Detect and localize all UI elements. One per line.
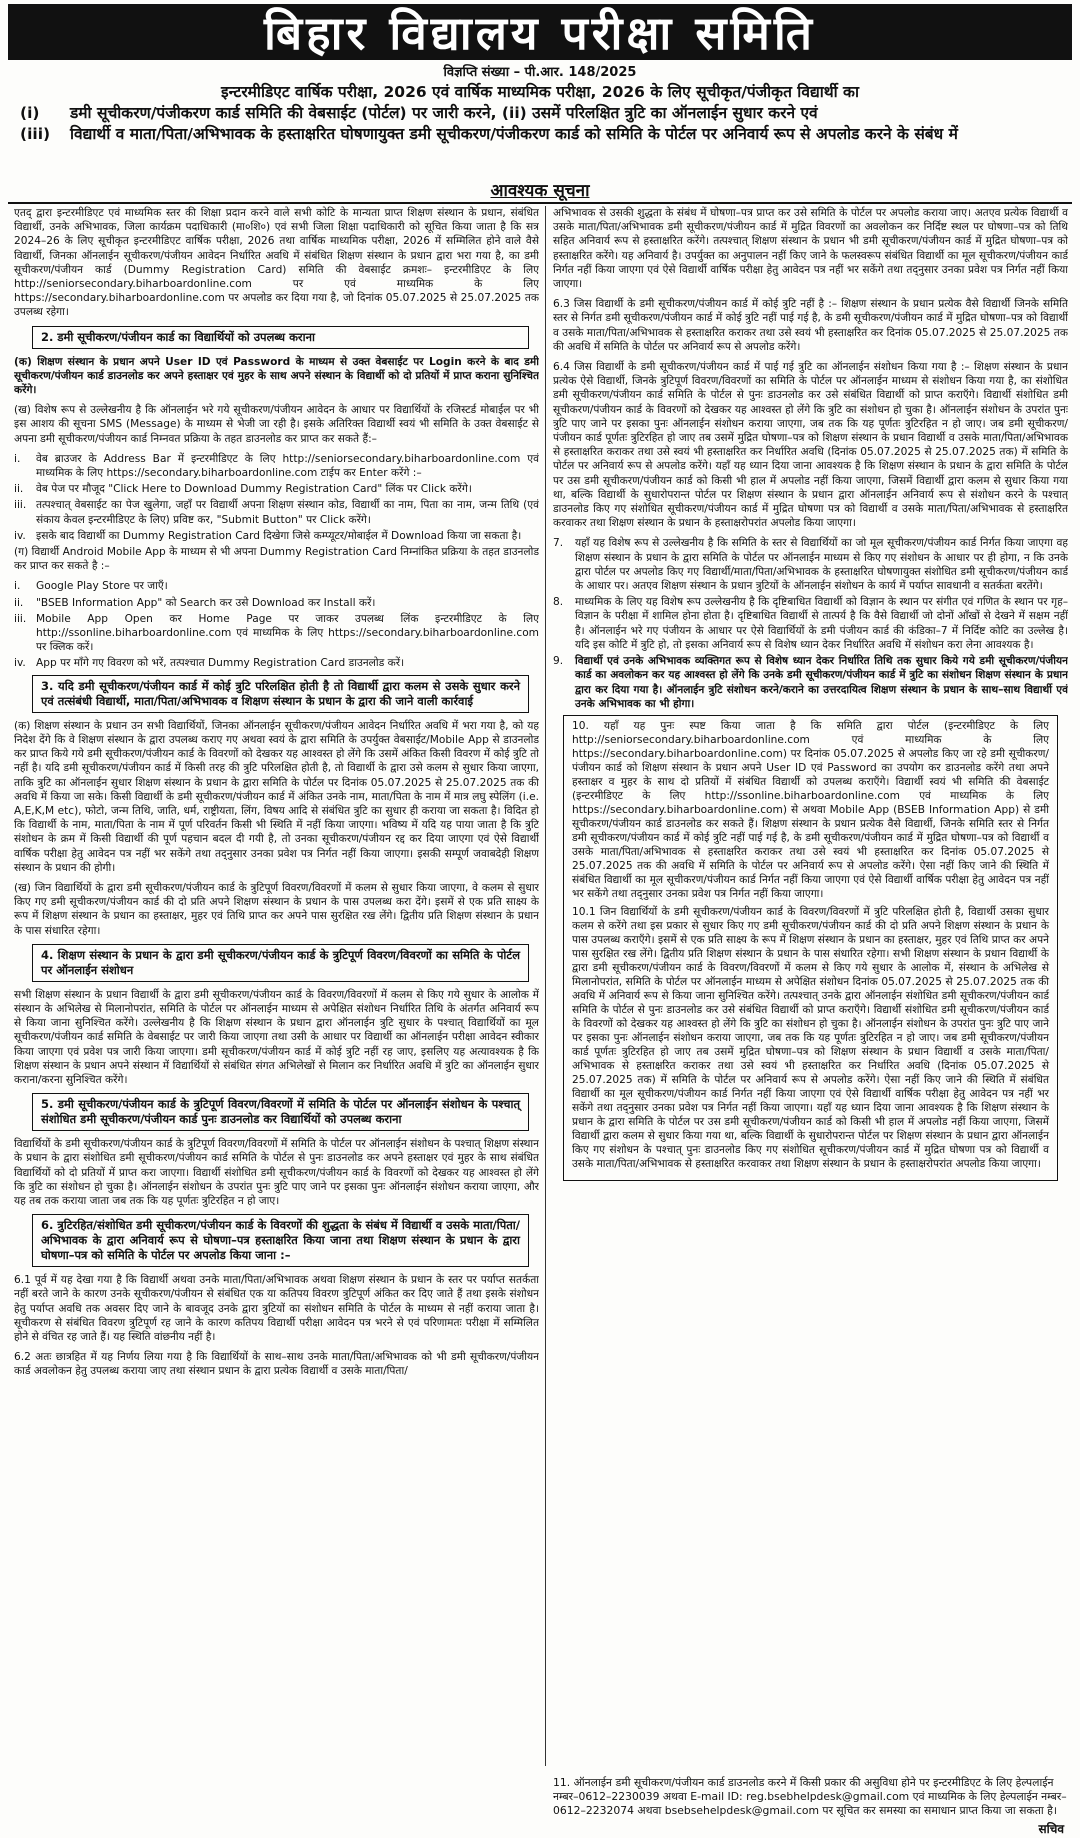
list-item-text: विद्यार्थी एवं उनके अभिभावक व्यक्तिगत रूप से विशेष ध्यान देकर निर्धारित तिथि तक सुधार किये गये डमी सूचीकरण/पंजीयन कार्ड का अवलोकन कर यह आश्वस्त हो लेंगे कि उनके डमी सूचीकरण/पंजीयन कार्ड में त्रुटि का संशोधन शिक्षण संस्थान के प्रधान द्वारा कर दिया गया है। ऑनलाईन त्रुटि संशोधन करने/कराने का उत्तरदायित्व शिक्षण संस्थान के प्रधान के साथ–साथ विद्यार्थी एवं उनके अभिभावक का भी होगा। (575, 655, 1068, 710)
list-item: 8. माध्यमिक के लिए यह विशेष रूप उल्लेखनीय है कि दृष्टिबाधित विद्यार्थी को विज्ञान के स्थान पर संगीत एवं गणित के स्थान पर गृह–विज्ञान के परीक्षा में शामिल होना होता है। दृष्टिबाधित विद्यार्थी से तात्पर्य है कि वैसे विद्यार्थी जो दोनों आँखों से देखने में सक्षम नहीं है। ऑनलाईन भरे गए पंजीयन के आधार पर ऐसे विद्यार्थियों के डमी पंजीयन कार्ड की कंडिका–7 में निर्दिष्ट कोटि का उल्लेख है। यदि इस कोटि में त्रुटि हो, तो इसका अनिवार्य रूप से विशेष ध्यान देकर निर्धारित अवधि में संशोधन करा लेना आवश्यक है। (553, 596, 1068, 651)
signature-secretary: सचिव (1038, 1822, 1064, 1836)
intro-paragraph: एतद् द्वारा इन्टरमीडिएट एवं माध्यमिक स्तर की शिक्षा प्रदान करने वाले सभी कोटि के मान्यता प्राप्त शिक्षण संस्थान के प्रधान, संबंधित विद्यार्थी, उनके अभिभावक, जिला कार्यक्रम पदाधिकारी (मा०शि०) एवं सभी जिला शिक्षा पदाधिकारी को सूचित किया जाता है कि सत्र 2024–26 के लिए सूचीकृत इन्टरमीडिएट वार्षिक परीक्षा, 2026 तथा वार्षिक माध्यमिक परीक्षा, 2026 में सम्मिलित होने वाले वैसे विद्यार्थी, जिनका ऑनलाईन सूचीकरण/पंजीयन आवेदन निर्धारित अवधि में संबंधित शिक्षण संस्थान के प्रधान द्वारा भरा गया है, का डमी सूचीकरण/पंजीयन कार्ड (Dummy Registration Card) समिति की वेबसाईट क्रमशः– इन्टरमीडिएट के लिए http://seniorsecondary.biharboardonline.com पर एवं माध्यमिक के लिए https://secondary.biharboardonline.com पर अपलोड कर दिया गया है, जो दिनांक 05.07.2025 से 25.07.2025 तक उपलब्ध रहेगा। (14, 207, 539, 319)
section-heading: 3. यदि डमी सूचीकरण/पंजीयन कार्ड में कोई त्रुटि परिलक्षित होती है तो विद्यार्थी द्वारा कलम से उसके सुधार करने एवं तत्संबंधी विद्यार्थी, माता/पिता/अभिभावक व शिक्षण संस्थान के प्रधान के द्वारा की जाने वाली कार्रवाई (32, 675, 529, 713)
section-heading: 6. त्रुटिरहित/संशोधित डमी सूचीकरण/पंजीयन कार्ड के विवरणों की शुद्धता के संबंध में विद्यार्थी व उसके माता/पिता/अभिभावक के द्वारा अनिवार्य रूप से घोषणा–पत्र हस्ताक्षरित किया जाना तथा शिक्षण संस्थान के प्रधान के द्वारा घोषणा–पत्र को समिति के पोर्टल पर अपलोड किया जाना :– (32, 1214, 529, 1267)
column-divider (545, 206, 546, 1766)
paragraph: 6.3 जिस विद्यार्थी के डमी सूचीकरण/पंजीयन कार्ड में कोई त्रुटि नहीं है :– शिक्षण संस्थान के प्रधान प्रत्येक वैसे विद्यार्थी जिनके समिति स्तर से निर्गत डमी सूचीकरण/पंजीयन कार्ड में कोई त्रुटि नहीं पाई गई है, के डमी सूचीकरण/पंजीयन कार्ड में मुद्रित घोषणा–पत्र को विद्यार्थी व उसके माता/पिता/अभिभावक से हस्ताक्षरित कराकर तथा उसे स्वयं भी हस्ताक्षरित कर दिनांक 05.07.2025 से 25.07.2025 तक की अवधि में समिति के पोर्टल पर अनिवार्य रूप से अपलोड करेंगे। (553, 298, 1068, 353)
paragraph: 10.1 जिन विद्यार्थियों के डमी सूचीकरण/पंजीयन कार्ड के विवरण/विवरणों में त्रुटि परिलक्षित होती है, विद्यार्थी उसका सुधार कलम से करेंगे तथा इस प्रकार से सुधार किए गए डमी सूचीकरण/पंजीयन कार्ड की दो प्रति अपने शिक्षण संस्थान के प्रधान के पास उपलब्ध कराएँगे। इसमें से एक प्रति साक्ष्य के रूप में शिक्षण संस्थान के प्रधान का हस्ताक्षर, मुहर एवं तिथि प्राप्त कर अपने पास सुरक्षित रख लेंगे। द्वितीय प्रति शिक्षण संस्थान के प्रधान के पास संधारित रहेगा। सभी शिक्षण संस्थान के प्रधान विद्यार्थी के द्वारा डमी सूचीकरण/पंजीयन कार्ड के विवरण/विवरणों में कलम से किए गये सुधार के आलोक में, संस्थान के अभिलेख से मिलानोपरांत, समिति के पोर्टल पर ऑनलाईन माध्यम से अपेक्षित संशोधन दिनांक 05.07.2025 से 25.07.2025 तक की अवधि में अनिवार्य रूप से किया जाना सुनिश्चित करेंगे। तत्पश्चात् उनके द्वारा ऑनलाईन संशोधित डमी सूचीकरण/पंजीयन कार्ड समिति के पोर्टल से पुनः डाउनलोड कर उसे संबंधित विद्यार्थी को प्राप्त कराएँगे। विद्यार्थी संशोधित डमी सूचीकरण/पंजीयन कार्ड के विवरणों को देखकर यह आश्वस्त हो लेंगे कि त्रुटि का संशोधन हो चुका है। ऑनलाईन संशोधन के उपरांत पुनः त्रुटि पाए जाने पर इसका पुनः ऑनलाईन संशोधन कराया जाएगा, जब तक कि यह पूर्णतः त्रुटिरहित न हो जाए। जब डमी सूचीकरण/पंजीयन कार्ड पूर्णतः त्रुटिरहित हो जाए तब उसमें मुद्रित घोषणा–पत्र को शिक्षण संस्थान के प्रधान विद्यार्थी व उसके माता/पिता/अभिभावक से हस्ताक्षरित कराकर तथा उसे स्वयं भी हस्ताक्षरित कर निर्धारित अवधि (दिनांक 05.07.2025 से 25.07.2025 तक) में समिति के पोर्टल पर अनिवार्य रूप से अपलोड करेंगे। ऐसा नहीं किए जाने की स्थिति में संबंधित विद्यार्थी का मूल सूचीकरण/पंजीयन कार्ड निर्गत नहीं किया जाएगा एवं ऐसे विद्यार्थी वार्षिक परीक्षा हेतु आवेदन पत्र नहीं भर सकेंगे तथा तद्नुसार उनका प्रवेश पत्र निर्गत नहीं किया जाएगा। यहाँ यह ध्यान दिया जाना आवश्यक है कि शिक्षण संस्थान के प्रधान के द्वारा समिति के पोर्टल पर उस डमी सूचीकरण/पंजीयन कार्ड को किसी भी हाल में अपलोड नहीं किया जाएगा, जिसमें विद्यार्थी द्वारा कलम से सुधार किया गया था, बल्कि विद्यार्थी के सुधारोपरान्त पोर्टल पर शिक्षण संस्थान के प्रधान द्वारा ऑनलाईन किए गए संशोधन के पश्चात् पुनः डाउनलोड किए गए संशोधित सूचीकरण/पंजीयन कार्ड में मुद्रित घोषणा पत्र को विद्यार्थी व उसके माता/पिता/अभिभावक से हस्ताक्षरित करवाकर तथा शिक्षण संस्थान के प्रधान के हस्ताक्षरोपरांत अपलोड किया जाएगा। (572, 905, 1049, 1170)
divider (8, 202, 1072, 204)
paragraph: 6.1 पूर्व में यह देखा गया है कि विद्यार्थी अथवा उनके माता/पिता/अभिभावक अथवा शिक्षण संस्थान के प्रधान के स्तर पर पर्याप्त सतर्कता नहीं बरते जाने के कारण उनके सूचीकरण/पंजीयन से संबंधित एक या कतिपय विवरण त्रुटिपूर्ण अंकित कर दिए जाते हैं तथा इसके संशोधन हेतु पर्याप्त अवधि तक अवसर दिए जाने के बावजूद उनके द्वारा त्रुटियों का संशोधन समिति के पोर्टल के माध्यम से नहीं कराया जाता है। सूचीकरण से संबंधित विवरण त्रुटिपूर्ण रह जाने के कारण कतिपय विद्यार्थी परीक्षा आवेदन पत्र भरने से एवं परिणामतः परीक्षा में सम्मिलित होने से वंचित रह जाते हैं। यह स्थिति वांछनीय नहीं है। (14, 1274, 539, 1343)
section-10-text: 10. यहाँ यह पुनः स्पष्ट किया जाता है कि समिति द्वारा पोर्टल (इन्टरमीडिएट के लिए http://seniorsecondary.biharboardonline.com एवं माध्यमिक के लिए https://secondary.biharboardonline.com) पर दिनांक 05.07.2025 से अपलोड किए जा रहे डमी सूचीकरण/पंजीयन कार्ड को शिक्षण संस्थान के प्रधान अपने User ID एवं Password का उपयोग कर डाउनलोड करेंगे तथा अपने हस्ताक्षर व मुहर के साथ दो प्रतियों में संबंधित विद्यार्थी को उपलब्ध कराएँगे। विद्यार्थी स्वयं भी समिति की वेबसाईट (इन्टरमीडिएट के लिए http://ssonline.biharboardonline.com एवं माध्यमिक के लिए https://secondary.biharboardonline.com) से अथवा Mobile App (BSEB Information App) से डमी सूचीकरण/पंजीयन कार्ड डाउनलोड कर सकते हैं। शिक्षण संस्थान के प्रधान प्रत्येक वैसे विद्यार्थी, जिनके समिति स्तर से निर्गत डमी सूचीकरण/पंजीयन कार्ड में कोई त्रुटि नहीं पाई गई है, के डमी सूचीकरण/पंजीयन कार्ड में मुद्रित घोषणा–पत्र को विद्यार्थी व उसके माता/पिता/अभिभावक से हस्ताक्षरित कराकर तथा उसे स्वयं भी हस्ताक्षरित कर दिनांक 05.07.2025 से 25.07.2025 तक की अवधि में समिति के पोर्टल पर अनिवार्य रूप से अपलोड करेंगे। ऐसा नहीं किए जाने की स्थिति में संबंधित विद्यार्थी का मूल सूचीकरण/पंजीयन कार्ड निर्गत नहीं किया जाएगा एवं ऐसे विद्यार्थी वार्षिक परीक्षा हेतु आवेदन पत्र नहीं भर सकेंगे तथा तद्नुसार उनका प्रवेश पत्र निर्गत नहीं किया जाएगा। (572, 719, 1049, 900)
list-item-text: App पर माँगे गए विवरण को भरें, तत्पश्चात Dummy Registration Card डाउनलोड करें। (36, 657, 405, 670)
paragraph: अभिभावक से उसकी शुद्धता के संबंध में घोषणा–पत्र प्राप्त कर उसे समिति के पोर्टल पर अपलोड कराया जाए। अतएव प्रत्येक विद्यार्थी व उसके माता/पिता/अभिभावक डमी सूचीकरण/पंजीयन कार्ड में मुद्रित विवरणों का अवलोकन कर निर्दिष्ट स्थल पर घोषणा–पत्र को तिथि सहित अनिवार्य रूप से हस्ताक्षरित करेंगे। तत्पश्चात् शिक्षण संस्थान के प्रधान भी डमी सूचीकरण/पंजीयन कार्ड में मुद्रित घोषणा–पत्र को हस्ताक्षरित करेंगे। यह अनिवार्य है। उपर्युक्त का अनुपालन नहीं किए जाने के फलस्वरूप संबंधित विद्यार्थी का मूल सूचीकरण/पंजीयन कार्ड निर्गत नहीं किया जाएगा एवं ऐसे विद्यार्थी वार्षिक परीक्षा हेतु आवेदन पत्र नहीं भर सकेंगे तथा तद्नुसार उनका प्रवेश पत्र निर्गत नहीं किया जाएगा। (553, 207, 1068, 291)
list-item-text: तत्पश्चात् वेबसाईट का पेज खुलेगा, जहाँ पर विद्यार्थी अपना शिक्षण संस्थान कोड, विद्यार्थी का नाम, पिता का नाम, जन्म तिथि (एवं संकाय केवल इन्टरमीडिएट के लिए) प्रविष्ट कर, "Submit Button" पर Click करेंगे। (36, 499, 539, 526)
notice-number: विज्ञप्ति संख्या – पी.आर. 148/2025 (443, 65, 637, 80)
list-item: iv. App पर माँगे गए विवरण को भरें, तत्पश्चात Dummy Registration Card डाउनलोड करें। (14, 656, 539, 670)
list-item-text: Google Play Store पर जाएँ। (36, 580, 168, 593)
list-item: i. Google Play Store पर जाएँ। (14, 579, 539, 593)
list-item: ii. वेब पेज पर मौजूद "Click Here to Download Dummy Registration Card" लिंक पर Click करेंगे। (14, 482, 539, 496)
list-item: iii. तत्पश्चात् वेबसाईट का पेज खुलेगा, जहाँ पर विद्यार्थी अपना शिक्षण संस्थान कोड, विद्यार्थी का नाम, पिता का नाम, जन्म तिथि (एवं संकाय केवल इन्टरमीडिएट के लिए) प्रविष्ट कर, "Submit Button" पर Click करेंगे। (14, 499, 539, 526)
paragraph: (क) शिक्षण संस्थान के प्रधान अपने User ID एवं Password के माध्यम से उक्त वेबसाईट पर Login करने के बाद डमी सूचीकरण/पंजीयन कार्ड डाउनलोड कर अपने हस्ताक्षर एवं मुहर के साथ अपने संस्थान के विद्यार्थी को दो प्रतियों में प्राप्त कराना सुनिश्चित करेंगे। (14, 355, 539, 397)
list-item-text: इसके बाद विद्यार्थी का Dummy Registration Card दिखेगा जिसे कम्प्यूटर/मोबाईल में Download किया जा सकता है। (36, 529, 522, 542)
notice-title: आवश्यक सूचना (490, 181, 590, 201)
paragraph: 6.2 अतः छात्रहित में यह निर्णय लिया गया है कि विद्यार्थियों के साथ–साथ उनके माता/पिता/अभिभावक को भी डमी सूचीकरण/पंजीयन कार्ड अवलोकन हेतु उपलब्ध कराया जाए तथा संस्थान प्रधान के द्वारा प्रत्येक विद्यार्थी व उसके माता/पिता/ (14, 1351, 539, 1378)
list-item-text: यहाँ यह विशेष रूप से उल्लेखनीय है कि समिति के स्तर से विद्यार्थियों का जो मूल सूचीकरण/पंजीयन कार्ड निर्गत किया जाएगा वह शिक्षण संस्थान के प्रधान के द्वारा समिति के पोर्टल पर ऑनलाईन माध्यम से किए गए संशोधन के आधार पर ही होगा, न कि उनके द्वारा पोर्टल पर अपलोड किए गए विद्यार्थी/माता/पिता/अभिभावक के हस्ताक्षरित घोषणायुक्त संशोधित डमी सूचीकरण/पंजीयन कार्ड के आधार पर। अतएव शिक्षण संस्थान के प्रधान त्रुटियों के ऑनलाईन संशोधन के कार्य में पर्याप्त सावधानी व सतर्कता बरतेंगे। (575, 537, 1068, 593)
list-item: i. वेब ब्राउजर के Address Bar में इन्टरमीडिएट के लिए http://seniorsecondary.biharboardonline.com एवं माध्यमिक के लिए https://secondary.biharboardonline.com टाईप कर Enter करेंगे :– (14, 452, 539, 480)
list-item-text: माध्यमिक के लिए यह विशेष रूप उल्लेखनीय है कि दृष्टिबाधित विद्यार्थी को विज्ञान के स्थान पर संगीत एवं गणित के स्थान पर गृह–विज्ञान के परीक्षा में शामिल होना होता है। दृष्टिबाधित विद्यार्थी से तात्पर्य है कि वैसे विद्यार्थी जो दोनों आँखों से देखने में सक्षम नहीं है। ऑनलाईन भरे गए पंजीयन के आधार पर ऐसे विद्यार्थियों के डमी पंजीयन कार्ड की कंडिका–7 में निर्दिष्ट कोटि का उल्लेख है। यदि इस कोटि में त्रुटि हो, तो इसका अनिवार्य रूप से विशेष ध्यान देकर निर्धारित अवधि में संशोधन करा लेना आवश्यक है। (575, 596, 1068, 651)
paragraph: सभी शिक्षण संस्थान के प्रधान विद्यार्थी के द्वारा डमी सूचीकरण/पंजीयन कार्ड के विवरण/विवरणों में कलम से किए गये सुधार के आलोक में संस्थान के अभिलेख से मिलानोपरांत, समिति के पोर्टल पर ऑनलाईन माध्यम से अपेक्षित संशोधन निर्धारित तिथि के अंतर्गत अनिवार्य रूप से किया जाना सुनिश्चित करेंगे। उल्लेखनीय है कि शिक्षण संस्थान के प्रधान द्वारा ऑनलाईन त्रुटि सुधार के पश्चात् विद्यार्थियों का मूल सूचीकरण/पंजीयन कार्ड समिति के वेबसाईट पर जारी किया जाएगा तथा उसी के आधार पर विद्यार्थी का ऑनलाईन परीक्षा आवेदन स्वीकार किया जाएगा एवं प्रवेश पत्र जारी किया जाएगा। डमी सूचीकरण/पंजीयन कार्ड में कोई त्रुटि नहीं रह जाए, इसलिए यह अत्यावश्यक है कि शिक्षण संस्थान के प्रधान अपने संस्थान में विद्यार्थियों से संबंधित संगत अभिलेखों से मिलान कर निर्धारित अवधि में त्रुटि का ऑनलाईन सुधार कराना/करना सुनिश्चित करेंगे। (14, 988, 539, 1086)
subject-item (14, 124, 1066, 145)
section-10-box (563, 715, 1058, 1181)
paragraph: विद्यार्थियों के डमी सूचीकरण/पंजीयन कार्ड के त्रुटिपूर्ण विवरण/विवरणों में समिति के पोर्टल पर ऑनलाईन संशोधन के पश्चात् शिक्षण संस्थान के प्रधान के द्वारा संशोधित डमी सूचीकरण/पंजीयन कार्ड समिति के पोर्टल से पुनः डाउनलोड कर अपने हस्ताक्षर एवं मुहर के साथ संबंधित विद्यार्थियों को दो प्रतियों में प्राप्त करा जाएगा। विद्यार्थी संशोधित डमी सूचीकरण/पंजीयन कार्ड के विवरणों को देखकर यह आश्वस्त हो लेंगे कि त्रुटि का संशोधन हो चुका है। ऑनलाईन संशोधन के उपरांत पुनः त्रुटि पाए जाने पर इसका पुनः ऑनलाईन संशोधन कराया जाएगा, और यह तब तक कराया जाता जब तक कि यह पूर्णतः त्रुटिरहित न हो जाए। (14, 1138, 539, 1207)
section-heading: 5. डमी सूचीकरण/पंजीयन कार्ड के त्रुटिपूर्ण विवरण/विवरणों में समिति के पोर्टल पर ऑनलाईन संशोधन के पश्चात् संशोधित डमी सूचीकरण/पंजीयन कार्ड पुनः डाउनलोड कर विद्यार्थियों को उपलब्ध कराना (32, 1093, 529, 1131)
subject-block (14, 82, 1066, 145)
subject-line: इन्टरमीडिएट वार्षिक परीक्षा, 2026 एवं वार्षिक माध्यमिक परीक्षा, 2026 के लिए सूचीकृत/पंजीकृत विद्यार्थी का (221, 83, 859, 101)
left-column (14, 206, 539, 1776)
list-item-text: "BSEB Information App" को Search कर उसे Download कर Install करें। (36, 596, 376, 609)
list-item: iv. इसके बाद विद्यार्थी का Dummy Registration Card दिखेगा जिसे कम्प्यूटर/मोबाईल में Download किया जा सकता है। (14, 529, 539, 543)
subject-item (14, 103, 1066, 124)
list-item: ii. "BSEB Information App" को Search कर उसे Download कर Install करें। (14, 596, 539, 610)
subject-item-text: विद्यार्थी व माता/पिता/अभिभावक के हस्ताक्षरित घोषणायुक्त डमी सूचीकरण/पंजीकरण कार्ड को समिति के पोर्टल पर अनिवार्य रूप से अपलोड करने के संबंध में (70, 125, 958, 143)
paragraph: (ग) विद्यार्थी Android Mobile App के माध्यम से भी अपना Dummy Registration Card निम्नांकित प्रक्रिया के तहत डाउनलोड कर प्राप्त कर सकते है :– (14, 546, 539, 573)
board-name-banner: बिहार विद्यालय परीक्षा समिति (8, 4, 1072, 60)
subject-item-number: (i) (20, 104, 40, 122)
right-column (553, 206, 1068, 1776)
paragraph: (क) शिक्षण संस्थान के प्रधान उन सभी विद्यार्थियों, जिनका ऑनलाईन सूचीकरण/पंजीयन आवेदन निर्धारित अवधि में भरा गया है, को यह निदेश देंगे कि वे शिक्षण संस्थान के द्वारा उपलब्ध कराए गए अथवा स्वयं के द्वारा समिति के उपर्युक्त वेबसाईट/Mobile App से डाउनलोड कर प्राप्त किये गये डमी सूचीकरण/पंजीयन कार्ड के विवरणों को देखकर यह आश्वस्त हो लेंगे कि उसमें अंकित किसी विवरण में कोई त्रुटि तो नहीं है। यदि डमी सूचीकरण/पंजीयन कार्ड में किसी तरह की त्रुटि परिलक्षित होती है, तो विद्यार्थी के द्वारा उसे कलम से सुधार किया जाएगा, ताकि त्रुटि का ऑनलाईन सुधार शिक्षण संस्थान के प्रधान के द्वारा समिति के पोर्टल पर दिनांक 05.07.2025 से 25.07.2025 तक की अवधि में किया जा सके। किसी विद्यार्थी के डमी सूचीकरण/पंजीयन कार्ड में अंकित उनके नाम, माता/पिता के नाम में मात्र लघु स्पेलिंग (i.e. A,E,K,M etc), फोटो, जन्म तिथि, जाति, धर्म, राष्ट्रीयता, लिंग, विषय आदि से संबंधित त्रुटि का सुधार ही कराया जा सकता है। विदित हो कि विद्यार्थी के नाम, माता/पिता के नाम में पूर्ण परिवर्तन किसी भी स्थिति में नहीं किया जाएगा। भविष्य में यदि यह पाया जाता है कि त्रुटि संशोधन के क्रम में किसी विद्यार्थी की पूर्ण पहचान बदल दी गयी है, तो उनका सूचीकरण/पंजीयन रद्द कर दिया जाएगा एवं ऐसे विद्यार्थी वार्षिक परीक्षा हेतु आवेदन पत्र नहीं भर सकेंगे तथा तद्नुसार उनका प्रवेश पत्र निर्गत नहीं किया जाएगा। इसकी सम्पूर्ण जवाबदेही शिक्षण संस्थान के प्रधान की होगी। (14, 719, 539, 874)
section-heading: 4. शिक्षण संस्थान के प्रधान के द्वारा डमी सूचीकरण/पंजीयन कार्ड के त्रुटिपूर्ण विवरण/विवरणों का समिति के पोर्टल पर ऑनलाईन संशोधन (32, 944, 529, 982)
list-item-text: वेब पेज पर मौजूद "Click Here to Download Dummy Registration Card" लिंक पर Click करेंगे। (36, 483, 472, 496)
paragraph: (ख) जिन विद्यार्थियों के द्वारा डमी सूचीकरण/पंजीयन कार्ड के त्रुटिपूर्ण विवरण/विवरणों में कलम से सुधार किया जाएगा, वे कलम से सुधार किए गए डमी सूचीकरण/पंजीयन कार्ड की दो प्रति अपने शिक्षण संस्थान के प्रधान के पास उपलब्ध करा देंगे। इसमें से एक प्रति साक्ष्य के रूप में शिक्षण संस्थान के प्रधान का हस्ताक्षर, मुहर एवं तिथि प्राप्त कर अपने पास सुरक्षित रख लेंगे। द्वितीय प्रति शिक्षण संस्थान के प्रधान के पास संधारित रहेगा। (14, 881, 539, 937)
subject-item-number: (iii) (20, 125, 51, 143)
subject-item-text: डमी सूचीकरण/पंजीकरण कार्ड समिति की वेबसाईट (पोर्टल) पर जारी करने, (ii) उसमें परिलक्षित त्रुटि का ऑनलाईन सुधार करने एवं (70, 104, 818, 122)
section-heading: 2. डमी सूचीकरण/पंजीयन कार्ड का विद्यार्थियों को उपलब्ध कराना (32, 326, 529, 349)
list-item: 9. विद्यार्थी एवं उनके अभिभावक व्यक्तिगत रूप से विशेष ध्यान देकर निर्धारित तिथि तक सुधार किये गये डमी सूचीकरण/पंजीयन कार्ड का अवलोकन कर यह आश्वस्त हो लेंगे कि उनके डमी सूचीकरण/पंजीयन कार्ड में त्रुटि का संशोधन शिक्षण संस्थान के प्रधान द्वारा कर दिया गया है। ऑनलाईन त्रुटि संशोधन करने/कराने का उत्तरदायित्व शिक्षण संस्थान के प्रधान के साथ–साथ विद्यार्थी एवं उनके अभिभावक का भी होगा। (553, 655, 1068, 710)
list-item-text: वेब ब्राउजर के Address Bar में इन्टरमीडिएट के लिए http://seniorsecondary.biharboardonline.com एवं माध्यमिक के लिए https://secondary.biharboardonline.com टाईप कर Enter करेंगे :– (36, 452, 539, 480)
paragraph: (ख) विशेष रूप से उल्लेखनीय है कि ऑनलाईन भरे गये सूचीकरण/पंजीयन आवेदन के आधार पर विद्यार्थियों के रजिस्टर्ड मोबाईल पर भी इस आशय की सूचना SMS (Message) के माध्यम से भेजी जा रही है। इसके अतिरिक्त विद्यार्थी स्वयं भी समिति के उक्त वेबसाईट से अपना डमी सूचीकरण/पंजीयन कार्ड निम्नवत प्रक्रिया के तहत डाउनलोड कर प्राप्त कर सकते हैं:– (14, 404, 539, 445)
list-item: iii. Mobile App Open कर Home Page पर जाकर उपलब्ध लिंक इन्टरमीडिएट के लिए http://ssonline.biharboardonline.com एवं माध्यमिक के लिए https://secondary.biharboardonline.com पर क्लिक करें। (14, 612, 539, 654)
paragraph: 6.4 जिस विद्यार्थी के डमी सूचीकरण/पंजीयन कार्ड में पाई गई त्रुटि का ऑनलाईन संशोधन किया गया है :– शिक्षण संस्थान के प्रधान प्रत्येक ऐसे विद्यार्थी, जिनके त्रुटिपूर्ण विवरण/विवरणों का समिति के पोर्टल पर ऑनलाईन माध्यम से संशोधन किया गया है, का संशोधित डमी सूचीकरण/पंजीयन कार्ड समिति के पोर्टल से पुनः डाउनलोड कर उसे संबंधित विद्यार्थी को प्राप्त कराएँगे। विद्यार्थी संशोधित डमी सूचीकरण/पंजीयन कार्ड के विवरणों को देखकर यह आश्वस्त हो लेंगे कि त्रुटि का संशोधन हो चुका है। ऑनलाईन संशोधन के उपरांत पुनः त्रुटि पाए जाने पर इसका पुनः ऑनलाईन संशोधन कराया जाएगा, जब तक कि यह पूर्णतः त्रुटिरहित न हो जाए। जब डमी सूचीकरण/पंजीयन कार्ड पूर्णतः त्रुटिरहित हो जाए तब उसमें मुद्रित घोषणा–पत्र को शिक्षण संस्थान के प्रधान विद्यार्थी व उसके माता/पिता/अभिभावक से हस्ताक्षरित कराकर तथा उसे स्वयं भी हस्ताक्षरित कर निर्धारित अवधि (दिनांक 05.07.2025 से 25.07.2025 तक) में समिति के पोर्टल पर अनिवार्य रूप से अपलोड करेंगे। यहाँ यह ध्यान दिया जाना आवश्यक है कि शिक्षण संस्थान के प्रधान के द्वारा समिति के पोर्टल पर उस डमी सूचीकरण/पंजीयन कार्ड को किसी भी हाल में अपलोड नहीं किया जाएगा, जिसमें विद्यार्थी द्वारा कलम से सुधार किया गया था, बल्कि विद्यार्थी के सुधारोपरान्त पोर्टल पर शिक्षण संस्थान के प्रधान द्वारा ऑनलाईन अनिवार्य रूप से संशोधन करने के पश्चात् डाउनलोड किए गए संशोधित सूचीकरण/पंजीयन कार्ड में मुद्रित घोषणा पत्र को विद्यार्थी व उसके माता/पिता/अभिभावक से हस्ताक्षरित करवाकर तथा शिक्षण संस्थान के प्रधान के हस्ताक्षरोपरांत अपलोड किया जाएगा। (553, 361, 1068, 530)
list-item-text: Mobile App Open कर Home Page पर जाकर उपलब्ध लिंक इन्टरमीडिएट के लिए http://ssonline.biharboardonline.com एवं माध्यमिक के लिए https://secondary.biharboardonline.com पर क्लिक करें। (36, 612, 539, 654)
list-item: 7. यहाँ यह विशेष रूप से उल्लेखनीय है कि समिति के स्तर से विद्यार्थियों का जो मूल सूचीकरण/पंजीयन कार्ड निर्गत किया जाएगा वह शिक्षण संस्थान के प्रधान के द्वारा समिति के पोर्टल पर ऑनलाईन माध्यम से किए गए संशोधन के आधार पर ही होगा, न कि उनके द्वारा पोर्टल पर अपलोड किए गए विद्यार्थी/माता/पिता/अभिभावक के हस्ताक्षरित घोषणायुक्त संशोधित डमी सूचीकरण/पंजीयन कार्ड के आधार पर। अतएव शिक्षण संस्थान के प्रधान त्रुटियों के ऑनलाईन संशोधन के कार्य में पर्याप्त सावधानी व सतर्कता बरतेंगे। (553, 537, 1068, 593)
helpline-footer: 11. ऑनलाईन डमी सूचीकरण/पंजीयन कार्ड डाउनलोड करने में किसी प्रकार की असुविधा होने पर इन्टरमीडिएट के लिए हेल्पलाईन नम्बर–0612–2230039 अथवा E-mail ID: reg.bsebhelpdesk@gmail.com एवं माध्यमिक के लिए हेल्पलाईन नम्बर–0612–2232074 अथवा bsebsehelpdesk@gmail.com पर सूचित कर समस्या का समाधान प्राप्त किया जा सकता है। (553, 1776, 1067, 1817)
